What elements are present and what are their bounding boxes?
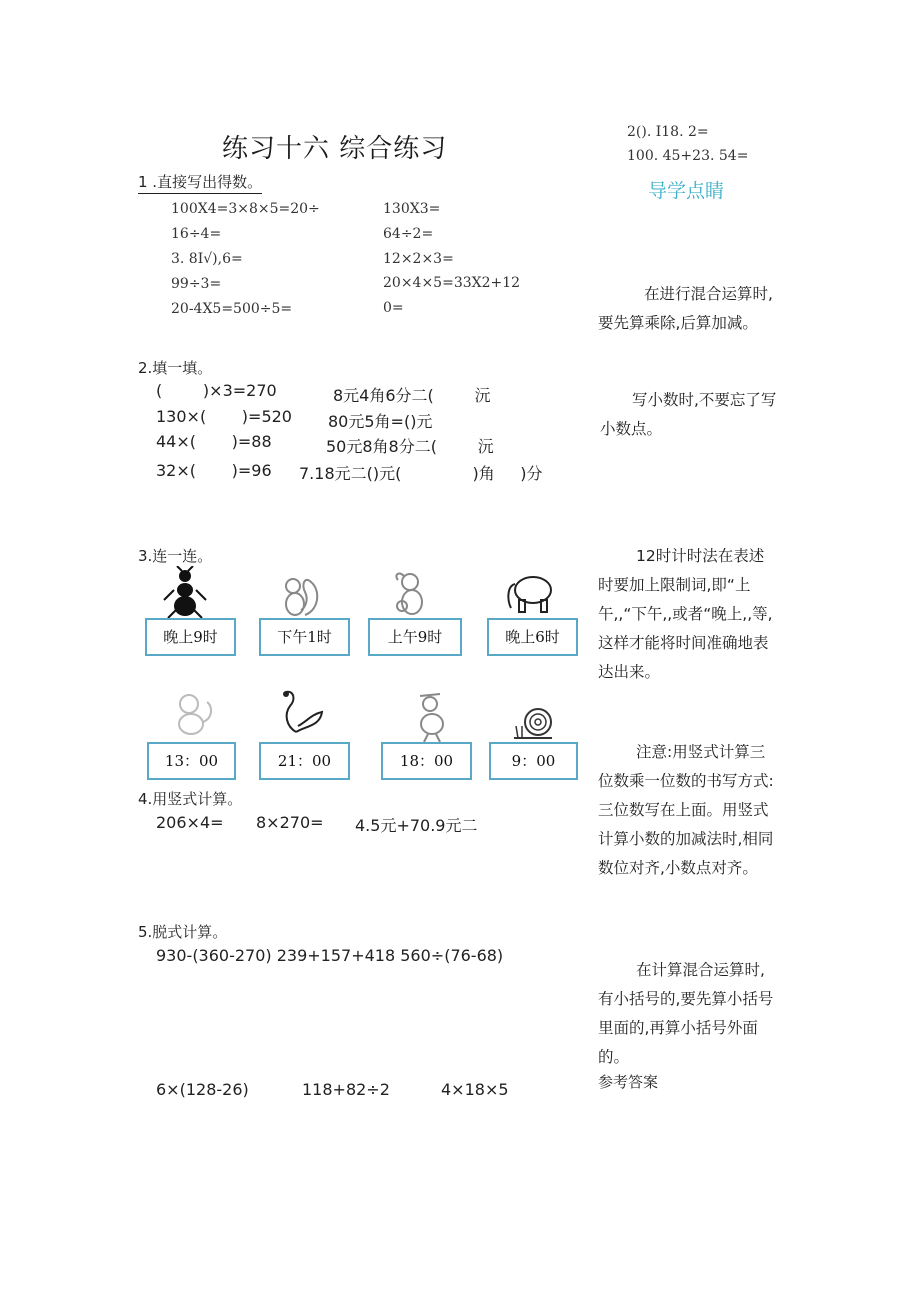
elephant-icon bbox=[503, 570, 557, 616]
goat-icon bbox=[390, 568, 436, 620]
time-label-box[interactable]: 18：00 bbox=[381, 742, 472, 780]
answer-label: 参考答案 bbox=[598, 1073, 659, 1091]
s1-right-item: 20×4×5=33X2+12 bbox=[383, 275, 521, 291]
s2-right-item: 50元8角8分二( 沅 bbox=[326, 437, 494, 456]
ant-icon bbox=[160, 566, 210, 620]
time-label-box[interactable]: 晚上6时 bbox=[487, 618, 578, 656]
s1-right-item: 130X3= bbox=[383, 201, 441, 217]
s4-item: 8×270= bbox=[256, 813, 324, 832]
section3-heading: 3.连一连。 bbox=[138, 547, 213, 565]
section4-heading: 4.用竖式计算。 bbox=[138, 790, 243, 808]
duck-icon bbox=[410, 688, 452, 744]
time-label-box[interactable]: 晚上9时 bbox=[145, 618, 236, 656]
sidebar-tip-mixed-operations: 在进行混合运算时,要先算乘除,后算加减。 bbox=[598, 285, 773, 332]
s2-right-item: 8元4角6分二( 沅 bbox=[333, 386, 491, 405]
sidebar-tip-parentheses: 在计算混合运算时,有小括号的,要先算小括号里面的,再算小括号外面的。 bbox=[598, 961, 774, 1066]
s2-left-item: 130×( )=520 bbox=[156, 407, 292, 426]
time-label-box[interactable]: 上午9时 bbox=[368, 618, 462, 656]
s1-right-item: 0= bbox=[383, 300, 404, 316]
s4-item: 206×4= bbox=[156, 813, 224, 832]
s2-left-item: 32×( )=96 bbox=[156, 461, 272, 480]
s2-left-item: 44×( )=88 bbox=[156, 432, 272, 451]
s1-left-item: 16÷4= bbox=[171, 226, 222, 242]
s1-right-item: 12×2×3= bbox=[383, 251, 454, 267]
s5-item: 6×(128-26) bbox=[156, 1080, 249, 1099]
peacock-icon bbox=[272, 686, 326, 742]
s2-right-item: 80元5角=()元 bbox=[328, 412, 433, 431]
s5-row1: 930-(360-270) 239+157+418 560÷(76-68) bbox=[156, 946, 504, 965]
time-label-box[interactable]: 21：00 bbox=[259, 742, 350, 780]
s4-item: 4.5元+70.9元二 bbox=[355, 816, 478, 835]
cat-icon bbox=[165, 688, 217, 740]
s5-item: 118+82÷2 bbox=[302, 1080, 390, 1099]
section5-heading: 5.脱式计算。 bbox=[138, 923, 228, 941]
s1-left-item: 3. 8I√),6= bbox=[171, 251, 243, 267]
time-label-box[interactable]: 13：00 bbox=[147, 742, 236, 780]
s2-right-item: 7.18元二()元( )角 )分 bbox=[299, 464, 543, 483]
s1-left-item: 100X4=3×8×5=20÷ bbox=[171, 201, 320, 217]
sidebar-tip-decimal-point: 写小数时,不要忘了写小数点。 bbox=[600, 391, 777, 438]
s1-left-item: 20-4X5=500÷5= bbox=[171, 301, 293, 317]
time-label-box[interactable]: 9：00 bbox=[489, 742, 578, 780]
squirrel-icon bbox=[275, 570, 321, 620]
top-right-line-2: 100. 45+23. 54= bbox=[627, 148, 749, 164]
time-label-box[interactable]: 下午1时 bbox=[259, 618, 350, 656]
s2-left-item: ( )×3=270 bbox=[156, 381, 277, 400]
section2-heading: 2.填一填。 bbox=[138, 359, 213, 377]
top-right-line-1: 2(). I18. 2= bbox=[627, 124, 709, 140]
snail-icon bbox=[512, 704, 556, 742]
guide-title: 导学点睛 bbox=[648, 180, 725, 202]
sidebar-tip-12-hour-clock: 12时计时法在表述时要加上限制词,即“上午,,“下午,,或者“晚上,,等,这样才能将时间准确地表达出来。 bbox=[598, 547, 773, 681]
sidebar-tip-vertical-calculation: 注意:用竖式计算三位数乘一位数的书写方式:三位数写在上面。用竖式计算小数的加减法时,相同数位对齐,小数点对齐。 bbox=[598, 743, 774, 877]
s5-item: 4×18×5 bbox=[441, 1080, 509, 1099]
section1-heading: 1 .直接写出得数。 bbox=[138, 171, 262, 194]
s1-left-item: 99÷3= bbox=[171, 276, 222, 292]
page-title: 练习十六 综合练习 bbox=[222, 134, 448, 164]
s1-right-item: 64÷2= bbox=[383, 226, 434, 242]
